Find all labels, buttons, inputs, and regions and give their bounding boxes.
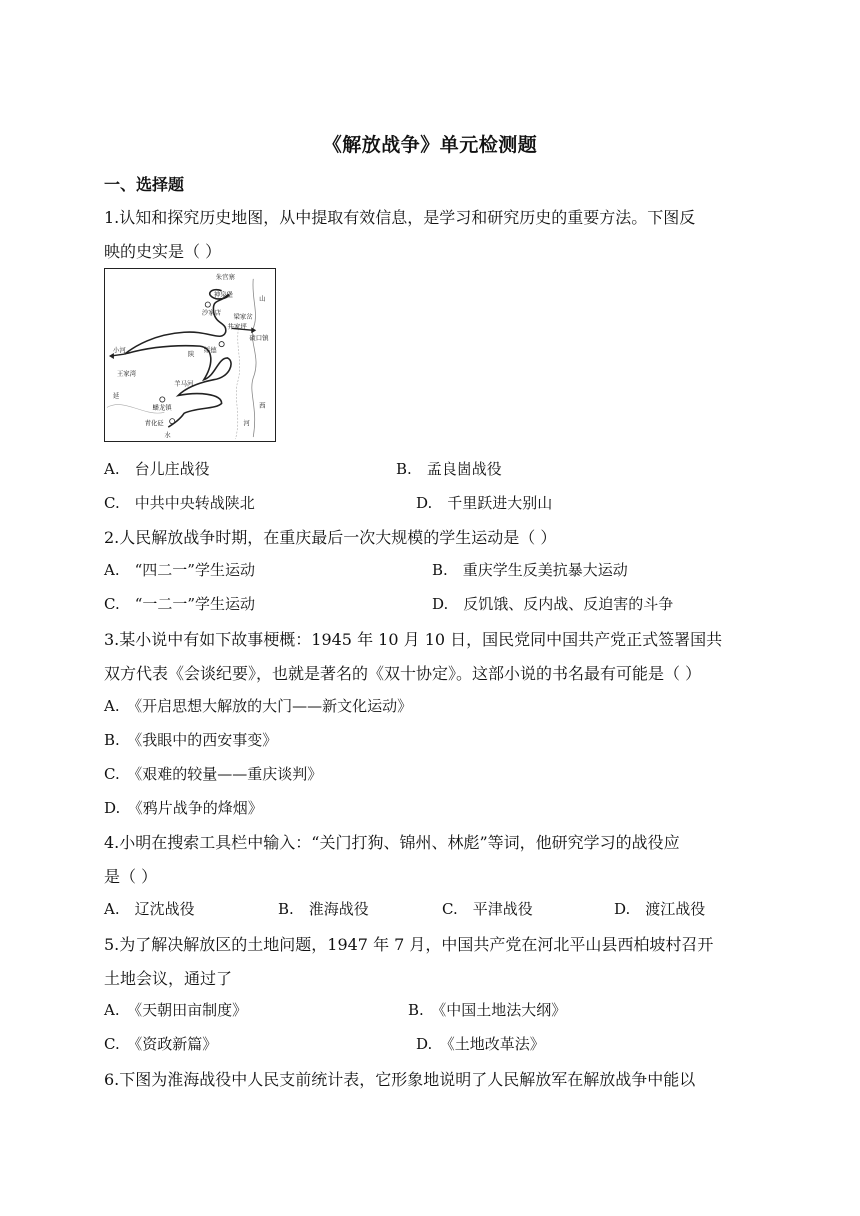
map-label: 陕 <box>188 349 195 358</box>
site-marker-icon <box>170 419 175 424</box>
q1-option-b: B. 孟良崮战役 <box>396 460 502 478</box>
q6-stem-line1: 6.下图为淮海战役中人民支前统计表，它形象地说明了人民解放军在解放战争中能以 <box>104 1070 696 1089</box>
q3-option-c: C. 《艰难的较量——重庆谈判》 <box>104 765 323 783</box>
map-label: 神泉堡 <box>213 290 233 299</box>
map-label: 蟠龙镇 <box>152 403 172 412</box>
q1-option-d: D. 千里跃进大别山 <box>416 494 553 512</box>
river-line <box>252 279 256 437</box>
q3-stem-line2: 双方代表《会谈纪要》，也就是著名的《双十协定》。这部小说的书名最有可能是（ ） <box>104 664 702 683</box>
q5-stem-line1: 5.为了解决解放区的土地问题，1947 年 7 月，中国共产党在河北平山县西柏坡村召开 <box>104 935 714 954</box>
q4-stem-line1: 4.小明在搜索工具栏中输入：“关门打狗、锦州、林彪”等词，他研究学习的战役应 <box>104 833 680 852</box>
map-label: 梁家岔 <box>233 312 253 321</box>
section-heading: 一、选择题 <box>104 175 185 194</box>
q3-stem-line1: 3.某小说中有如下故事梗概：1945 年 10 月 10 日，国民党同中国共产党正式签署国共 <box>104 630 723 649</box>
q2-option-b: B. 重庆学生反美抗暴大运动 <box>432 561 628 579</box>
q1-option-a: A. 台儿庄战役 <box>104 460 210 478</box>
q5-option-c: C. 《资政新篇》 <box>104 1035 218 1053</box>
q5-stem-line2: 土地会议，通过了 <box>104 969 233 988</box>
map-label: 沙家店 <box>201 308 222 317</box>
q1-stem-line2: 映的史实是（ ） <box>104 242 222 261</box>
map-label: 水 <box>164 431 171 440</box>
q2-option-a: A. “四二一”学生运动 <box>104 561 255 579</box>
q4-option-b: B. 淮海战役 <box>278 900 369 918</box>
q5-option-a: A. 《天朝田亩制度》 <box>104 1001 248 1019</box>
border-line <box>235 328 239 439</box>
site-marker-icon <box>219 342 224 347</box>
map-label: 西 <box>259 401 266 410</box>
arrow-head-icon <box>251 327 256 333</box>
q4-option-c: C. 平津战役 <box>442 900 533 918</box>
map-label: 井家坪 <box>227 322 247 331</box>
q4-option-d: D. 渡江战役 <box>614 900 706 918</box>
q5-option-b: B. 《中国土地法大纲》 <box>408 1001 567 1019</box>
q2-option-d: D. 反饥饿、反内战、反迫害的斗争 <box>432 595 674 613</box>
site-marker-icon <box>205 302 210 307</box>
q5-option-d: D. 《土地改革法》 <box>416 1035 545 1053</box>
map-label: 河 <box>243 419 250 428</box>
q4-option-a: A. 辽沈战役 <box>104 900 195 918</box>
q3-option-d: D. 《鸦片战争的烽烟》 <box>104 799 263 817</box>
map-label: 山 <box>259 294 266 303</box>
map-label: 延 <box>112 391 120 400</box>
q1-option-c: C. 中共中央转战陕北 <box>104 494 255 512</box>
map-label: 朱官寨 <box>215 272 235 281</box>
map-label: 青化砭 <box>144 419 164 428</box>
document-title: 《解放战争》单元检测题 <box>322 134 538 156</box>
q1-route-map <box>104 268 276 442</box>
q2-stem: 2.人民解放战争时期，在重庆最后一次大规模的学生运动是（ ） <box>104 528 557 547</box>
q1-stem-line1: 1.认知和探究历史地图，从中提取有效信息，是学习和研究历史的重要方法。下图反 <box>104 208 696 227</box>
map-label: 羊马河 <box>174 379 194 388</box>
q3-option-a: A. 《开启思想大解放的大门——新文化运动》 <box>104 697 413 715</box>
map-label: 小河 <box>112 346 126 355</box>
q3-option-b: B. 《我眼中的西安事变》 <box>104 731 278 749</box>
route-map-graphic <box>105 269 275 441</box>
site-marker-icon <box>160 397 165 402</box>
q4-stem-line2: 是（ ） <box>104 867 158 886</box>
map-label: 绥德 <box>203 346 217 355</box>
map-label: 王家湾 <box>116 369 137 378</box>
map-label: 碛口镇 <box>249 334 269 343</box>
q2-option-c: C. “一二一”学生运动 <box>104 595 256 613</box>
